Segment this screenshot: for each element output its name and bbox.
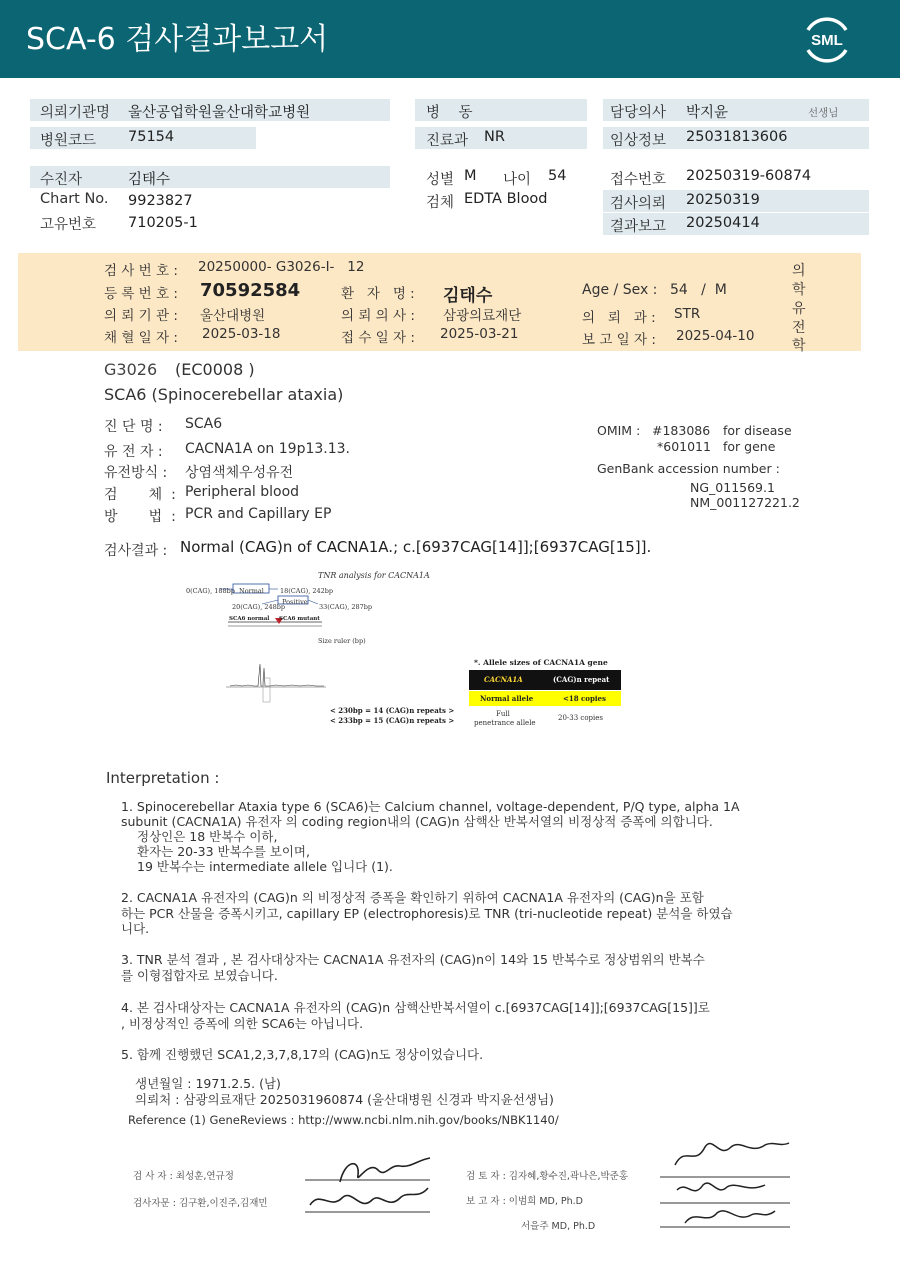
logo-text: SML [811, 32, 843, 49]
interp-line-5: 19 반복수는 intermediate allele 입니다 (1). [137, 859, 393, 874]
specimen2-label: 검 체 : [104, 487, 176, 503]
repeat-2: < 233bp = 15 (CAG)n repeats > [330, 716, 455, 725]
repeat-1: < 230bp = 14 (CAG)n repeats > [330, 706, 455, 715]
side-char-4: 전 [792, 320, 806, 336]
requested-value: 20250319 [686, 192, 760, 208]
sml-logo-icon [800, 12, 854, 66]
tester-signature-icon [300, 1150, 450, 1225]
dept-value: NR [484, 129, 505, 145]
electropherogram-icon [226, 660, 326, 710]
interp-line-11: 4. 본 검사대상자는 CACNA1A 유전자의 (CAG)n 삼핵산반복서열이 c.[6937CAG[14]];[6937CAG[15]]로 [121, 1000, 710, 1015]
report-agesex-value: 54 / M [670, 282, 727, 298]
fig-label-1: 0(CAG), 188bp [186, 587, 235, 595]
figure-title: TNR analysis for CACNA1A [318, 571, 430, 580]
method-value: PCR and Capillary EP [185, 506, 332, 522]
genbank-1: NG_011569.1 [690, 480, 775, 495]
specimen-value: EDTA Blood [464, 191, 548, 207]
report-reg-no-label: 등 록 번 호 : [104, 286, 178, 302]
allele-table-title: *. Allele sizes of CACNA1A gene [474, 658, 608, 667]
interp-line-9: 3. TNR 분석 결과 , 본 검사대상자는 CACNA1A 유전자의 (CAG)n이 14와 15 반복수로 정상범위의 반복수 [121, 952, 705, 967]
patient-value: 김태수 [128, 172, 171, 188]
method-label: 방 법 : [104, 509, 176, 525]
institution-label: 의뢰기관명 [40, 105, 111, 121]
allele-row2-b: 20-33 copies [558, 714, 603, 722]
report-collect-value: 2025-03-18 [202, 326, 281, 342]
fig-sca-mutant: SCA6 mutant [279, 616, 320, 622]
fig-ruler-label: Size ruler (bp) [318, 637, 366, 645]
interp-line-2: subunit (CACNA1A) 유전자 의 coding region내의 (CAG)n 삼핵산 반복서열의 비정상적 증폭에 의합니다. [121, 814, 713, 829]
allele-col-1: CACNA1A [484, 675, 523, 684]
side-char-1: 의 [792, 263, 806, 279]
inherit-label: 유전방식 : [104, 465, 168, 481]
reference: Reference (1) GeneReviews : http://www.ncbi.nlm.nih.gov/books/NBK1140/ [128, 1113, 559, 1127]
interp-line-13: 5. 함께 진행했던 SCA1,2,3,7,8,17의 (CAG)n도 정상이었습니다. [121, 1047, 484, 1062]
report-req-doc-label: 의 뢰 의 사 : [341, 308, 415, 324]
side-char-2: 학 [792, 282, 806, 298]
omim-disease: #183086 [652, 423, 711, 438]
institution-value: 울산공업학원울산대학교병원 [128, 105, 311, 121]
patient-label: 수진자 [40, 172, 83, 188]
report-test-no-value: 20250000- G3026-I- 12 [198, 259, 365, 275]
interpretation-heading: Interpretation : [106, 769, 220, 787]
report-receive-label: 접 수 일 자 : [341, 330, 415, 346]
report-patient-label: 환 자 명 : [341, 286, 415, 302]
report-inst-label: 의 뢰 기 관 : [104, 308, 178, 324]
chart-no-value: 9923827 [128, 193, 193, 209]
page-title: SCA-6 검사결과보고서 [26, 22, 329, 57]
report-agesex-label: Age / Sex : [582, 282, 658, 298]
result-label: 검사결과 : [104, 543, 168, 559]
report-dept-label: 의 뢰 과 : [582, 310, 656, 326]
specimen2-value: Peripheral blood [185, 484, 300, 500]
reviewer-signature-icon [655, 1125, 795, 1230]
uid-value: 710205-1 [128, 215, 198, 231]
advisor: 검사자문 : 김구환,이진주,김재민 [133, 1198, 268, 1209]
allele-row1-b: <18 copies [563, 694, 606, 703]
reporter: 보 고 자 : 이범희 MD, Ph.D [466, 1196, 583, 1207]
report-report-label: 보 고 일 자 : [582, 332, 656, 348]
doctor-value: 박지윤 [686, 105, 729, 121]
diag-label: 진 단 명 : [104, 419, 163, 435]
interp-line-4: 환자는 20-33 반복수를 보이며, [137, 844, 310, 859]
test-name: SCA6 (Spinocerebellar ataxia) [104, 385, 344, 404]
report-collect-label: 채 혈 일 자 : [104, 330, 178, 346]
report-patient-value: 김태수 [443, 286, 493, 306]
report-receive-value: 2025-03-21 [440, 326, 519, 342]
omim-disease-note: for disease [723, 423, 792, 438]
age-value: 54 [548, 168, 567, 184]
test-code: G3026 [104, 360, 158, 379]
specimen-label: 검체 [426, 195, 455, 211]
uid-label: 고유번호 [40, 217, 97, 233]
report-report-value: 2025-04-10 [676, 328, 755, 344]
test-code-sub: (EC0008 ) [175, 360, 255, 379]
fig-normal-box-label: Normal [239, 587, 264, 595]
report-req-doc-value: 삼광의료재단 [443, 308, 522, 324]
fig-sca-normal: SCA6 normal [229, 616, 270, 622]
tester: 검 사 자 : 최성훈,연규정 [133, 1171, 234, 1182]
interp-line-8: 니다. [121, 921, 150, 936]
reporter-2: 서을주 MD, Ph.D [521, 1221, 596, 1232]
omim-gene: *601011 [657, 439, 711, 454]
hospital-code-value: 75154 [128, 129, 175, 145]
dept-label: 진료과 [426, 133, 469, 149]
birth-date: 생년월일 : 1971.2.5. (남) [135, 1076, 281, 1091]
doctor-label: 담당의사 [610, 105, 667, 121]
inherit-value: 상염색체우성유전 [185, 465, 294, 481]
requested-label: 검사의뢰 [610, 196, 667, 212]
omim-label: OMIM : [597, 423, 641, 438]
age-label: 나이 [503, 172, 532, 188]
interp-line-12: , 비정상적인 증폭에 의한 SCA6는 아닙니다. [121, 1016, 364, 1031]
sex-label: 성별 [426, 172, 455, 188]
diag-value: SCA6 [185, 416, 223, 432]
doctor-suffix: 선생님 [808, 107, 839, 119]
gene-label: 유 전 자 : [104, 444, 163, 460]
side-char-3: 유 [792, 301, 806, 317]
hospital-code-label: 병원코드 [40, 133, 97, 149]
genbank-label: GenBank accession number : [597, 461, 780, 476]
interp-line-3: 정상인은 18 반복수 이하, [137, 829, 278, 844]
receipt-value: 20250319-60874 [686, 168, 812, 184]
fig-label-4: 33(CAG), 287bp [319, 603, 373, 611]
report-test-no-label: 검 사 번 호 : [104, 263, 178, 279]
allele-row2-a2: penetrance allele [474, 719, 536, 727]
interp-line-6: 2. CACNA1A 유전자의 (CAG)n 의 비정상적 증폭을 확인하기 위하여 CACNA1A 유전자의 (CAG)n을 포함 [121, 890, 704, 905]
side-char-5: 학 [792, 338, 806, 354]
patient-box [30, 166, 390, 188]
fig-label-2: 18(CAG), 242bp [280, 587, 334, 595]
receipt-label: 접수번호 [610, 172, 667, 188]
chart-no-label: Chart No. [40, 191, 109, 207]
fig-positive-box-label: Positive [282, 598, 308, 606]
reported-label: 결과보고 [610, 219, 667, 235]
clinical-value: 25031813606 [686, 129, 788, 145]
result-value: Normal (CAG)n of CACNA1A.; c.[6937CAG[14]];[6937CAG[15]]. [180, 538, 652, 556]
ward-label: 병 동 [426, 105, 473, 121]
gene-value: CACNA1A on 19p13.13. [185, 441, 350, 457]
allele-col-2: (CAG)n repeat [553, 675, 610, 684]
reported-value: 20250414 [686, 215, 760, 231]
sex-value: M [464, 168, 477, 184]
report-inst-value: 울산대병원 [200, 308, 266, 324]
omim-gene-note: for gene [723, 439, 776, 454]
reviewer: 검 토 자 : 김자혜,황수진,곽나은,박준홍 [466, 1171, 628, 1182]
fig-label-3: 20(CAG), 248bp [232, 603, 286, 611]
report-reg-no-value: 70592584 [200, 280, 301, 301]
allele-row2-a1: Full [496, 710, 510, 718]
requester: 의뢰처 : 삼광의료재단 2025031960874 (울산대병원 신경과 박지윤선생님) [135, 1092, 554, 1107]
clinical-label: 임상정보 [610, 133, 667, 149]
allele-row1-a: Normal allele [480, 694, 534, 703]
report-dept-value: STR [674, 306, 701, 322]
genbank-2: NM_001127221.2 [690, 495, 800, 510]
interp-line-7: 하는 PCR 산물을 증폭시키고, capillary EP (electrophoresis)로 TNR (tri-nucleotide repeat) 분석을 하였습 [121, 906, 733, 921]
interp-line-10: 를 이형접합자로 보였습니다. [121, 968, 278, 983]
interp-line-1: 1. Spinocerebellar Ataxia type 6 (SCA6)는 Calcium channel, voltage-dependent, P/Q type, alpha 1A [121, 799, 740, 814]
